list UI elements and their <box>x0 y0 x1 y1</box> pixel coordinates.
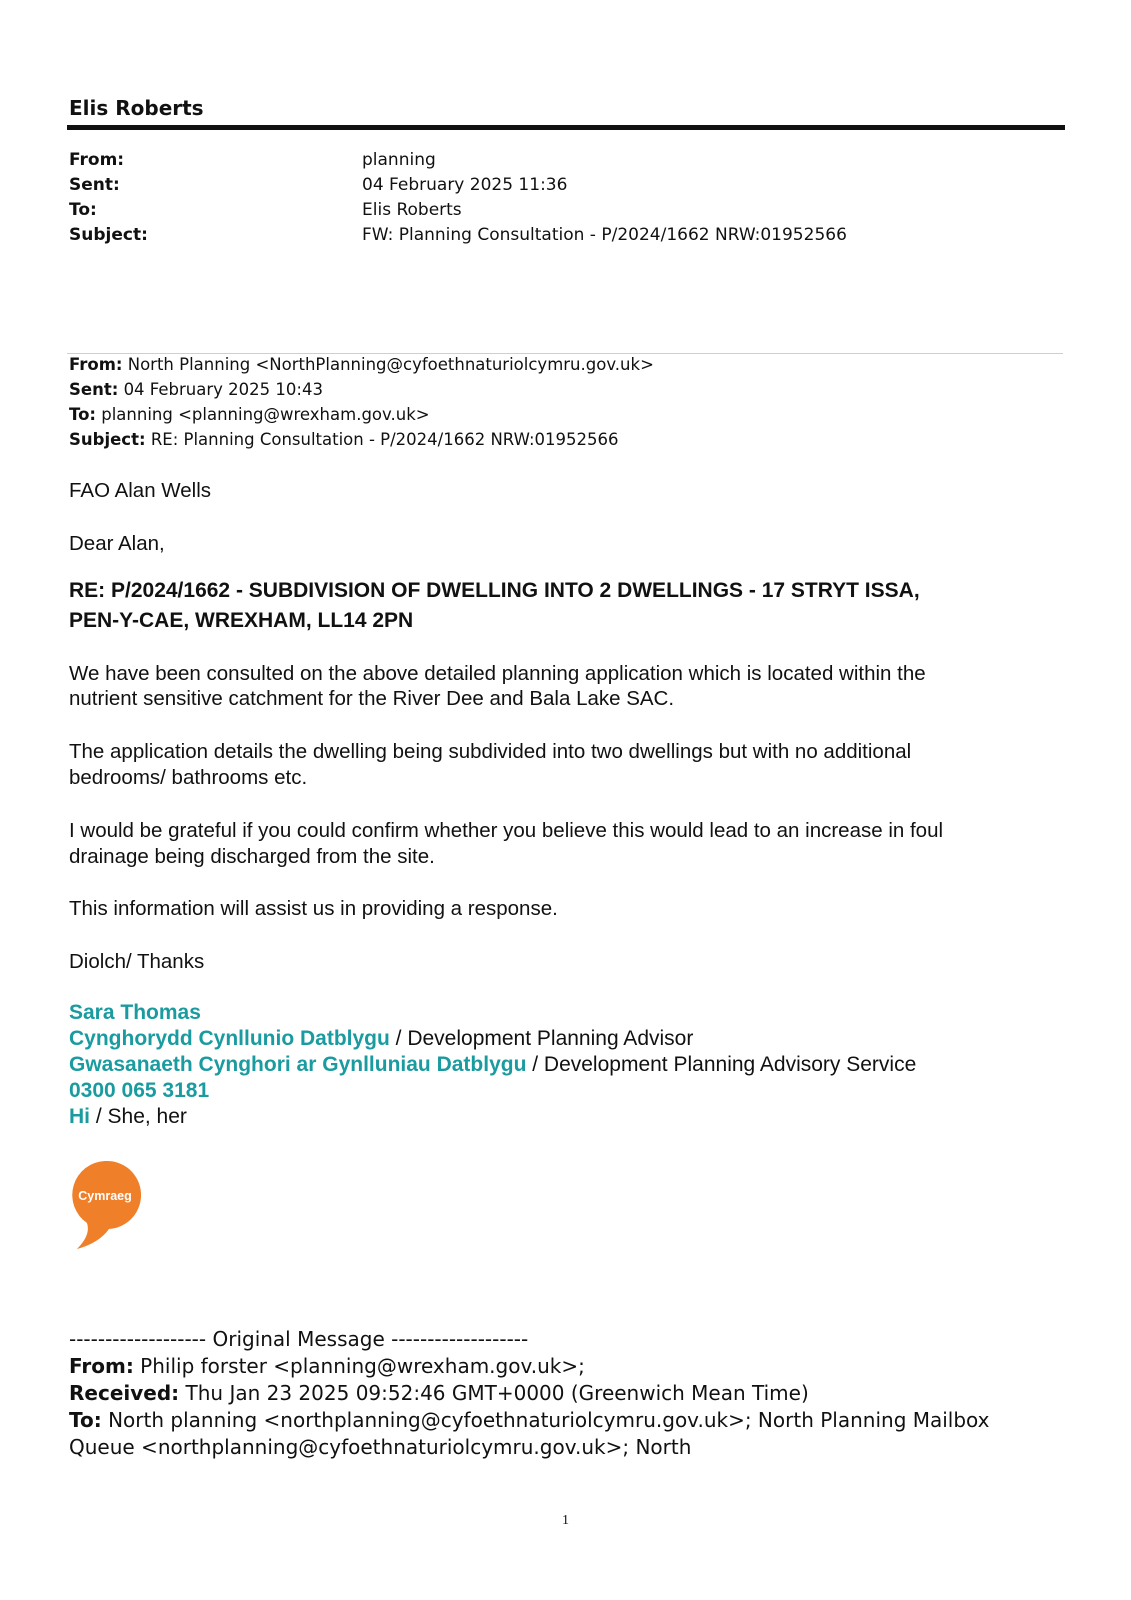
original-to-value: North planning <northplanning@cyfoethnaturiolcymru.gov.uk>; North Planning Mailbox <box>101 1408 990 1432</box>
signature-service-line <box>69 1053 916 1077</box>
paragraph-2-line-2: bedrooms/ bathrooms etc. <box>69 766 308 789</box>
signature-role-english: / Development Planning Advisor <box>389 1027 694 1050</box>
forwarded-to-label: To: <box>69 405 96 424</box>
fao-line: FAO Alan Wells <box>69 479 212 502</box>
signature-role-line <box>69 1027 693 1051</box>
forwarded-sent-line <box>69 380 323 399</box>
original-from-label: From: <box>69 1354 134 1378</box>
signature-service-english: / Development Planning Advisory Service <box>526 1053 917 1076</box>
re-line-2: PEN-Y-CAE, WREXHAM, LL14 2PN <box>69 609 414 632</box>
forwarded-sent-value: 04 February 2025 10:43 <box>123 380 323 399</box>
signature-name-line <box>69 1001 201 1025</box>
original-from-value: Philip forster <planning@wrexham.gov.uk>; <box>133 1354 585 1378</box>
signature-role-welsh: Cynghorydd Cynllunio Datblygu <box>69 1027 390 1050</box>
original-message-divider: ------------------- Original Message ------------------- <box>69 1327 529 1351</box>
message-separator <box>67 353 1063 354</box>
greeting-line: Dear Alan, <box>69 532 165 555</box>
forwarded-subject-line <box>69 430 619 449</box>
paragraph-4: This information will assist us in providing a response. <box>69 897 558 920</box>
forwarded-sent-label: Sent: <box>69 380 119 399</box>
signature-pronoun-line <box>69 1105 187 1129</box>
paragraph-2-line-1: The application details the dwelling being subdivided into two dwellings but with no additional <box>69 740 912 763</box>
header-to-value: Elis Roberts <box>362 200 462 220</box>
forwarded-from-line <box>69 355 654 374</box>
signature-phone: 0300 065 3181 <box>69 1079 210 1102</box>
cymraeg-bubble-shape <box>72 1161 141 1249</box>
original-from-line <box>69 1354 585 1378</box>
forwarded-subject-label: Subject: <box>69 430 146 449</box>
header-to-label: To: <box>69 200 97 220</box>
title-divider <box>67 125 1065 130</box>
document-owner-name: Elis Roberts <box>69 96 204 120</box>
header-from-label: From: <box>69 150 125 170</box>
original-received-label: Received: <box>69 1381 180 1405</box>
signature-service-welsh: Gwasanaeth Cynghori ar Gynlluniau Datblygu <box>69 1053 527 1076</box>
forwarded-to-value: planning <planning@wrexham.gov.uk> <box>101 405 430 424</box>
original-to-label: To: <box>69 1408 102 1432</box>
forwarded-to-line <box>69 405 430 424</box>
header-from-value: planning <box>362 150 436 170</box>
original-received-value: Thu Jan 23 2025 09:52:46 GMT+0000 (Greenwich Mean Time) <box>179 1381 809 1405</box>
header-subject-label: Subject: <box>69 225 148 245</box>
paragraph-3-line-1: I would be grateful if you could confirm whether you believe this would lead to an increase in foul <box>69 819 944 842</box>
signature-phone-line <box>69 1079 209 1103</box>
forwarded-from-value: North Planning <NorthPlanning@cyfoethnaturiolcymru.gov.uk> <box>127 355 654 374</box>
original-received-line <box>69 1381 809 1405</box>
forwarded-subject-value: RE: Planning Consultation - P/2024/1662 NRW:01952566 <box>150 430 619 449</box>
cymraeg-badge-label: Cymraeg <box>78 1189 132 1203</box>
cymraeg-speech-bubble-icon <box>69 1159 141 1251</box>
paragraph-1-line-1: We have been consulted on the above detailed planning application which is located within the <box>69 662 926 685</box>
signature-pronoun-english: / She, her <box>90 1105 187 1128</box>
page-number: 1 <box>562 1513 569 1528</box>
header-sent-label: Sent: <box>69 175 120 195</box>
re-line-1: RE: P/2024/1662 - SUBDIVISION OF DWELLING INTO 2 DWELLINGS - 17 STRYT ISSA, <box>69 579 920 602</box>
header-subject-value: FW: Planning Consultation - P/2024/1662 NRW:01952566 <box>362 225 847 245</box>
paragraph-1-line-2: nutrient sensitive catchment for the River Dee and Bala Lake SAC. <box>69 687 675 710</box>
forwarded-from-label: From: <box>69 355 123 374</box>
header-sent-value: 04 February 2025 11:36 <box>362 175 568 195</box>
signature-name: Sara Thomas <box>69 1001 201 1024</box>
original-to-line <box>69 1408 990 1432</box>
signoff-line: Diolch/ Thanks <box>69 950 205 973</box>
original-to-continued-line: Queue <northplanning@cyfoethnaturiolcymru.gov.uk>; North <box>69 1435 692 1459</box>
paragraph-3-line-2: drainage being discharged from the site. <box>69 845 435 868</box>
signature-pronoun-welsh: Hi <box>69 1105 90 1128</box>
